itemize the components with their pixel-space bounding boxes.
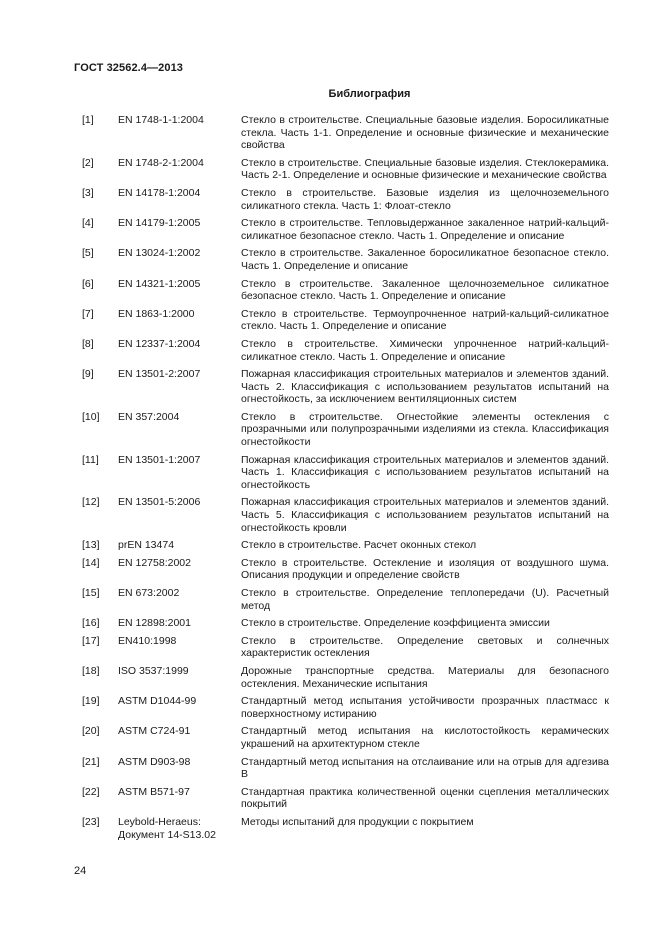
entry-number: [21]	[82, 755, 100, 768]
entry-code: ASTM D903-98	[118, 755, 191, 768]
entry-code: EN 1748-2-1:2004	[118, 156, 204, 169]
entry-code: EN 12758:2002	[118, 556, 191, 569]
bibliography-entry	[82, 247, 609, 272]
bibliography-entry	[82, 695, 609, 720]
entry-number: [14]	[82, 556, 100, 569]
page-number: 24	[74, 865, 87, 877]
entry-code: EN 14178-1:2004	[118, 186, 201, 199]
bibliography-entry	[82, 617, 609, 630]
entry-code: EN 13501-2:2007	[118, 368, 201, 381]
bibliography-entry	[82, 157, 609, 182]
bibliography-entry	[82, 278, 609, 303]
entry-title: Методы испытаний для продукции с покрытием	[241, 815, 474, 828]
entry-number: [3]	[82, 186, 94, 199]
bibliography-entry	[82, 587, 609, 612]
entry-title: Стекло в строительстве. Огнестойкие элементы остекления с прозрачными или полупрозрачными изделиями из стекла. Классификация огнестойкости	[241, 410, 609, 449]
bibliography-entry	[82, 217, 609, 242]
entry-title: Стекло в строительстве. Специальные базовые изделия. Боросиликатные стекла. Часть 1-1. Определение и основные физические и механические свойства	[241, 114, 609, 152]
entry-code: ISO 3537:1999	[118, 664, 189, 677]
bibliography-entry	[82, 786, 609, 811]
entry-code: ASTM D1044-99	[118, 695, 197, 708]
entry-code: EN 12898:2001	[118, 617, 191, 630]
entry-title: Стандартный метод испытания на отслаивание или на отрыв для адгезива B	[241, 755, 609, 781]
entry-number: [1]	[82, 114, 94, 126]
section-title: Библиография	[328, 88, 411, 100]
bibliography-entry	[82, 338, 609, 363]
entry-title: Стандартный метод испытания устойчивости прозрачных пластмасс к поверхностному истиранию	[241, 695, 609, 720]
entry-number: [22]	[82, 785, 100, 798]
entry-title: Стекло в строительстве. Расчет оконных стекол	[241, 539, 477, 552]
entry-number: [5]	[82, 247, 94, 260]
entry-title: Стекло в строительстве. Химически упрочненное натрий-кальций-силикатное стекло. Часть 1. Определение и описание	[241, 337, 609, 363]
entry-title: Стандартная практика количественной оценки сцепления металлических покрытий	[241, 785, 609, 811]
entry-code: EN 12337-1:2004	[118, 337, 201, 350]
entry-title: Стекло в строительстве. Базовые изделия из щелочноземельного силикатного стекла. Часть 1: Флоат-стекло	[241, 186, 609, 212]
entry-code: Leybold-Heraeus: Документ 14-S13.02	[118, 815, 216, 841]
entry-code: EN 1863-1:2000	[118, 307, 195, 320]
entry-number: [9]	[82, 368, 94, 381]
entry-title: Стекло в строительстве. Определение коэффициента эмиссии	[241, 617, 550, 630]
bibliography-entry	[82, 539, 609, 552]
entry-title: Пожарная классификация строительных материалов и элементов зданий. Часть 1. Классификация с использованием результатов испытаний на огнестойкость	[241, 453, 609, 491]
bibliography-entry	[82, 756, 609, 781]
entry-number: [7]	[82, 307, 94, 320]
entry-title: Стекло в строительстве. Закаленное боросиликатное безопасное стекло. Часть 1. Определение и описание	[241, 247, 609, 272]
entry-code: EN 13501-1:2007	[118, 453, 201, 466]
entry-title: Пожарная классификация строительных материалов и элементов зданий. Часть 5. Классификация с использованием результатов испытаний на огнестойкость кровли	[241, 496, 609, 534]
entry-number: [19]	[82, 695, 100, 708]
entry-title: Стандартный метод испытания на кислотостойкость керамических украшений на архитектурном стекле	[241, 725, 609, 750]
entry-code: prEN 13474	[118, 539, 175, 552]
entry-number: [11]	[82, 453, 99, 466]
entry-title: Пожарная классификация строительных материалов и элементов зданий. Часть 2. Классификация с использованием результатов испытаний на огнестойкость, за исключением вентиляционных систем	[241, 368, 609, 406]
entry-code: EN 1748-1-1:2004	[118, 114, 204, 126]
entry-number: [13]	[82, 539, 100, 552]
entry-number: [15]	[82, 587, 100, 599]
entry-title: Стекло в строительстве. Определение теплопередачи (U). Расчетный метод	[241, 587, 609, 612]
entry-code: EN410:1998	[118, 634, 177, 647]
entry-number: [2]	[82, 156, 94, 169]
entry-code: EN 13024-1:2002	[118, 247, 201, 260]
entry-code: EN 13501-5:2006	[118, 496, 201, 509]
standard-header: ГОСТ 32562.4—2013	[74, 62, 184, 74]
bibliography-entry	[82, 368, 609, 406]
entry-number: [20]	[82, 725, 100, 738]
entry-code: EN 14321-1:2005	[118, 277, 201, 290]
bibliography-entry	[82, 411, 609, 449]
bibliography-entry	[82, 557, 609, 582]
bibliography-entry	[82, 816, 609, 841]
entry-code: EN 14179-1:2005	[118, 217, 201, 230]
entry-title: Стекло в строительстве. Закаленное щелочноземельное силикатное безопасное стекло. Часть 1. Определение и описание	[241, 277, 609, 303]
entry-title: Стекло в строительстве. Определение световых и солнечных характеристик остекления	[241, 634, 609, 660]
entry-number: [4]	[82, 217, 94, 230]
entry-code: ASTM C724-91	[118, 725, 191, 738]
bibliography-entry	[82, 114, 609, 152]
entry-number: [6]	[82, 277, 94, 290]
bibliography-entry	[82, 454, 609, 492]
entry-code: EN 673:2002	[118, 587, 180, 599]
entry-title: Стекло в строительстве. Тепловыдержанное закаленное натрий-кальций-силикатное безопасное стекло. Часть 1. Определение и описание	[241, 217, 609, 242]
entry-title: Дорожные транспортные средства. Материалы для безопасного остекления. Механические испытания	[241, 664, 609, 690]
bibliography-entry	[82, 635, 609, 660]
entry-code: EN 357:2004	[118, 410, 180, 423]
entry-title: Стекло в строительстве. Остекление и изоляция от воздушного шума. Описания продукции и определение свойств	[241, 556, 609, 582]
entry-title: Стекло в строительстве. Специальные базовые изделия. Стеклокерамика. Часть 2-1. Определение и основные физические и механические свойства	[241, 156, 609, 182]
bibliography-entry	[82, 187, 609, 212]
bibliography-entry	[82, 308, 609, 333]
entry-number: [18]	[82, 664, 100, 677]
entry-number: [23]	[82, 815, 100, 828]
entry-number: [12]	[82, 496, 100, 509]
entry-number: [8]	[82, 337, 94, 350]
bibliography-entry	[82, 725, 609, 750]
entry-number: [16]	[82, 617, 100, 630]
bibliography-entry	[82, 665, 609, 690]
entry-code: ASTM B571-97	[118, 785, 190, 798]
bibliography-entry	[82, 496, 609, 534]
bibliography-list	[82, 114, 609, 846]
entry-title: Стекло в строительстве. Термоупрочненное натрий-кальций-силикатное стекло. Часть 1. Определение и описание	[241, 307, 609, 333]
entry-number: [10]	[82, 410, 100, 423]
entry-number: [17]	[82, 634, 100, 647]
